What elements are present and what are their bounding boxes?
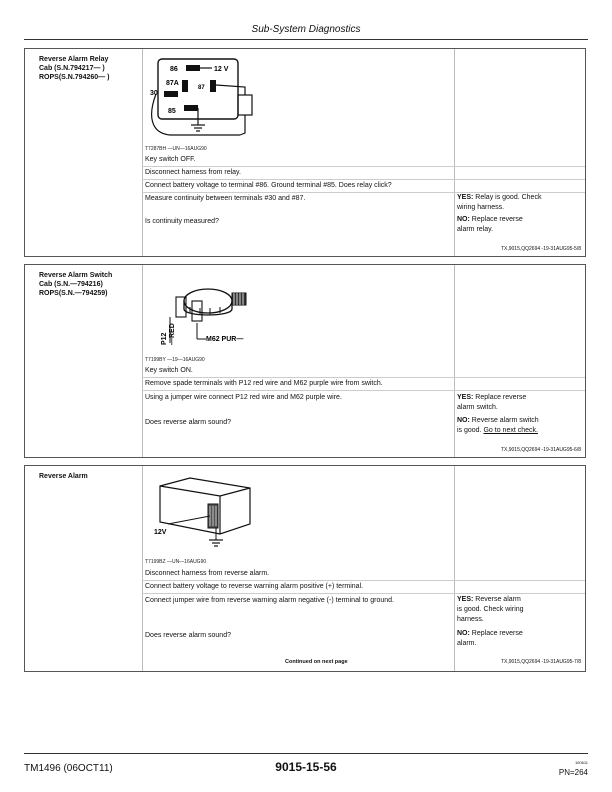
wire-label-m62: M62 PUR—: [206, 336, 244, 343]
column-divider: [142, 265, 143, 457]
section-reverse-alarm-switch: [24, 264, 586, 458]
section-title: [39, 55, 137, 82]
no-label: NO:: [457, 216, 470, 223]
no-text: is good.: [457, 427, 482, 434]
reference-code: TX,9015,QQ2694 -19-31AUG95-7/8: [500, 659, 581, 665]
yes-text: Replace reverse: [475, 394, 527, 401]
no-answer: [457, 629, 583, 649]
no-text: Reverse alarm switch: [471, 417, 539, 424]
yes-label: YES:: [457, 394, 474, 401]
yes-text: Relay is good. Check: [475, 194, 542, 201]
yes-text: Reverse alarm: [475, 596, 521, 603]
step-text: Using a jumper wire connect P12 red wire and M62 purple wire.: [145, 394, 342, 401]
section-title-line: ROPS(S.N.794260— ): [39, 74, 110, 81]
alarm-label-12v: 12V: [154, 529, 167, 536]
column-divider: [142, 49, 143, 256]
relay-label-87a: 87A: [166, 80, 179, 87]
row-divider: [142, 580, 585, 581]
footer-rule: [24, 753, 588, 754]
question-text: Is continuity measured?: [145, 218, 219, 225]
step-text: Disconnect harness from relay.: [145, 169, 241, 176]
relay-label-86: 86: [170, 66, 178, 73]
step-text: Connect battery voltage to reverse warning alarm positive (+) terminal.: [145, 583, 364, 590]
yes-text: wiring harness.: [457, 204, 505, 211]
row-divider: [142, 390, 585, 391]
yes-label: YES:: [457, 194, 474, 201]
no-text: Replace reverse: [471, 630, 523, 637]
no-text: Replace reverse: [471, 216, 523, 223]
relay-label-85: 85: [168, 108, 176, 115]
reference-code: TX,9015,QQ2694 -19-31AUG95-6/8: [500, 447, 581, 453]
section-title-line: Reverse Alarm Relay: [39, 56, 109, 63]
step-text: Connect battery voltage to terminal #86. Ground terminal #85. Does relay click?: [145, 182, 392, 189]
no-label: NO:: [457, 630, 470, 637]
wire-label-p12: P12: [161, 332, 168, 345]
column-divider: [454, 466, 455, 671]
step-text: Connect jumper wire from reverse warning alarm negative (-) terminal to ground.: [145, 597, 394, 604]
switch-test-illustration: [150, 273, 285, 355]
no-text: alarm relay.: [457, 226, 494, 233]
column-divider: [454, 49, 455, 256]
page-header-title: Sub-System Diagnostics: [251, 24, 361, 35]
yes-text: is good. Check wiring: [457, 606, 524, 613]
relay-test-illustration: [150, 55, 285, 145]
no-answer: [457, 215, 583, 235]
row-divider: [142, 377, 585, 378]
column-divider: [142, 466, 143, 671]
yes-label: YES:: [457, 596, 474, 603]
footer-pn: PN=264: [558, 768, 588, 777]
question-text: Does reverse alarm sound?: [145, 632, 231, 639]
section-title-line: Cab (S.N.—794216): [39, 281, 103, 288]
section-title: [39, 271, 137, 298]
section-reverse-alarm: [24, 465, 586, 672]
step-text: Measure continuity between terminals #30 and #87.: [145, 195, 306, 202]
relay-label-30: 30: [150, 90, 158, 97]
step-text: Disconnect harness from reverse alarm.: [145, 570, 270, 577]
section-reverse-alarm-relay: [24, 48, 586, 257]
header-rule: [24, 39, 588, 40]
footer-doc-id: TM1496 (06OCT11): [24, 763, 113, 774]
footer-page-number: 9015-15-56: [275, 760, 337, 774]
step-text: Remove spade terminals with P12 red wire and M62 purple wire from switch.: [145, 380, 383, 387]
no-label: NO:: [457, 417, 470, 424]
wire-label-red: —RED: [169, 323, 176, 345]
yes-answer: [457, 393, 583, 413]
go-to-next-check-link[interactable]: Go to next check.: [483, 427, 538, 434]
section-title-line: Cab (S.N.794217— ): [39, 65, 105, 72]
yes-text: harness.: [457, 616, 484, 623]
row-divider: [142, 593, 585, 594]
step-text: Key switch ON.: [145, 367, 193, 374]
reference-code: TX,9015,QQ2694 -19-31AUG95-5/8: [500, 246, 581, 252]
figure-code: T7199BZ —UN—16AUG90: [145, 559, 207, 565]
row-divider: [142, 179, 585, 180]
row-divider: [142, 166, 585, 167]
alarm-test-illustration: [150, 476, 285, 556]
column-divider: [454, 265, 455, 457]
section-title-line: ROPS(S.N.—794259): [39, 290, 108, 297]
figure-code: T7199BY —19—16AUG90: [145, 357, 205, 363]
yes-answer: [457, 193, 583, 213]
footer-small-code: 100611: [574, 760, 588, 765]
yes-answer: [457, 595, 583, 625]
no-text: alarm.: [457, 640, 477, 647]
relay-label-12v: 12 V: [214, 66, 229, 73]
yes-text: alarm switch.: [457, 404, 498, 411]
figure-code: T7287BH —UN—16AUG90: [145, 146, 207, 152]
section-title-line: Reverse Alarm Switch: [39, 272, 113, 279]
step-text: Key switch OFF.: [145, 156, 196, 163]
question-text: Does reverse alarm sound?: [145, 419, 231, 426]
no-answer: [457, 416, 583, 436]
relay-label-87: 87: [198, 85, 205, 91]
section-title: [39, 472, 137, 481]
continued-note: Continued on next page: [285, 659, 348, 665]
section-title-line: Reverse Alarm: [39, 473, 88, 480]
